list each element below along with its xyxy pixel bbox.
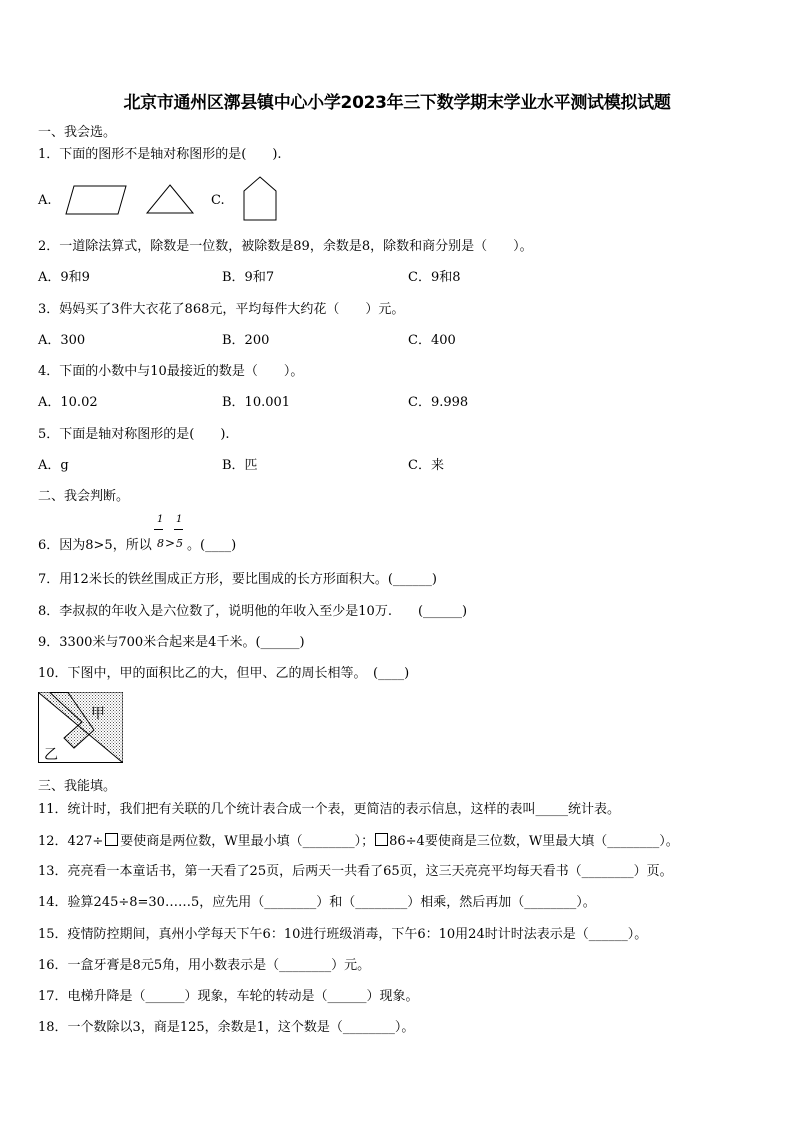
q3-option-c: C．400	[408, 333, 456, 348]
blank-box-1	[105, 833, 118, 846]
question-3-stem: 3．妈妈买了3件大衣花了868元，平均每件大约花（ ）元。	[38, 302, 405, 317]
q4-option-a: A．10.02	[38, 395, 98, 410]
q3-option-b: B．200	[222, 333, 270, 348]
question-12	[38, 833, 679, 850]
q5-option-c: C．来	[408, 458, 444, 473]
greater-than-sign: >	[165, 536, 176, 550]
q4-option-c: C．9.998	[408, 395, 469, 410]
q5-option-b: B．匹	[222, 458, 258, 473]
blank-box-2	[375, 833, 388, 846]
fraction-comparison	[154, 514, 188, 554]
q12-part-1: 12．427÷	[38, 834, 104, 849]
pentagon-house-shape	[243, 176, 279, 222]
question-7: 7．用12米长的铁丝围成正方形，要比围成的长方形面积大。(______)	[38, 572, 437, 587]
fraction-1-numerator: 1	[157, 514, 164, 525]
q2-option-b: B．9和7	[222, 270, 275, 285]
question-8: 8．李叔叔的年收入是六位数了，说明他的年收入至少是10万. (______)	[38, 604, 468, 619]
question-16: 16．一盒牙膏是8元5角，用小数表示是（________）元。	[38, 958, 371, 973]
q2-option-a: A．9和9	[38, 270, 90, 285]
q2-option-c: C．9和8	[408, 270, 461, 285]
question-15: 15．疫情防控期间，真州小学每天下午6：10进行班级消毒，下午6：10用24时计时法表示是（______）。	[38, 927, 648, 942]
question-13: 13．亮亮看一本童话书，第一天看了25页，后两天一共看了65页，这三天亮亮平均每天看书（________）页。	[38, 864, 673, 879]
section-heading-1: 一、我会选。	[38, 125, 117, 140]
question-6-prefix: 6．因为8>5，所以	[38, 538, 152, 553]
question-1-stem: 1．下面的图形不是轴对称图形的是( ).	[38, 147, 282, 162]
question-14: 14．验算245÷8=30……5，应先用（________）和（________）相乘，然后再加（________）。	[38, 895, 596, 910]
q1-option-a-label: A.	[38, 193, 52, 208]
q1-option-c-label: C.	[211, 193, 225, 208]
fraction-2-denominator: 5	[176, 537, 183, 550]
question-2-stem: 2．一道除法算式，除数是一位数，被除数是89，余数是8，除数和商分别是（ ）。	[38, 239, 533, 254]
section-heading-2: 二、我会判断。	[38, 489, 130, 504]
question-10-stem: 10．下图中，甲的面积比乙的大，但甲、乙的周长相等。 (____)	[38, 666, 410, 681]
question-9: 9．3300米与700米合起来是4千米。(______)	[38, 635, 305, 650]
section-heading-3: 三、我能填。	[38, 779, 117, 794]
question-18: 18．一个数除以3，商是125，余数是1，这个数是（________）。	[38, 1020, 415, 1035]
q5-option-a: A．g	[38, 458, 69, 473]
q12-part-3: 86÷4要使商是三位数，W里最大填（________）。	[389, 834, 679, 849]
q12-part-2: 要使商是两位数，W里最小填（________）；	[120, 834, 375, 849]
triangle-shape	[146, 184, 196, 216]
question-17: 17．电梯升降是（______）现象，车轮的转动是（______）现象。	[38, 989, 419, 1004]
region-yi-label: 乙	[44, 747, 58, 763]
parallelogram-shape	[64, 185, 128, 215]
q3-option-a: A．300	[38, 333, 86, 348]
q4-option-b: B．10.001	[222, 395, 291, 410]
question-4-stem: 4．下面的小数中与10最接近的数是（ ）。	[38, 364, 304, 379]
fraction-1-denominator: 8	[157, 537, 164, 550]
question-6-suffix: 。(____)	[187, 538, 237, 553]
question-5-stem: 5．下面是轴对称图形的是( ).	[38, 427, 230, 442]
fraction-2-numerator: 1	[176, 514, 183, 525]
region-jia-label: 甲	[91, 706, 105, 722]
page-title: 北京市通州区漷县镇中心小学2023年三下数学期末学业水平测试模拟试题	[123, 93, 671, 113]
question-11: 11．统计时，我们把有关联的几个统计表合成一个表，更简洁的表示信息，这样的表叫_____统计表。	[38, 802, 621, 817]
